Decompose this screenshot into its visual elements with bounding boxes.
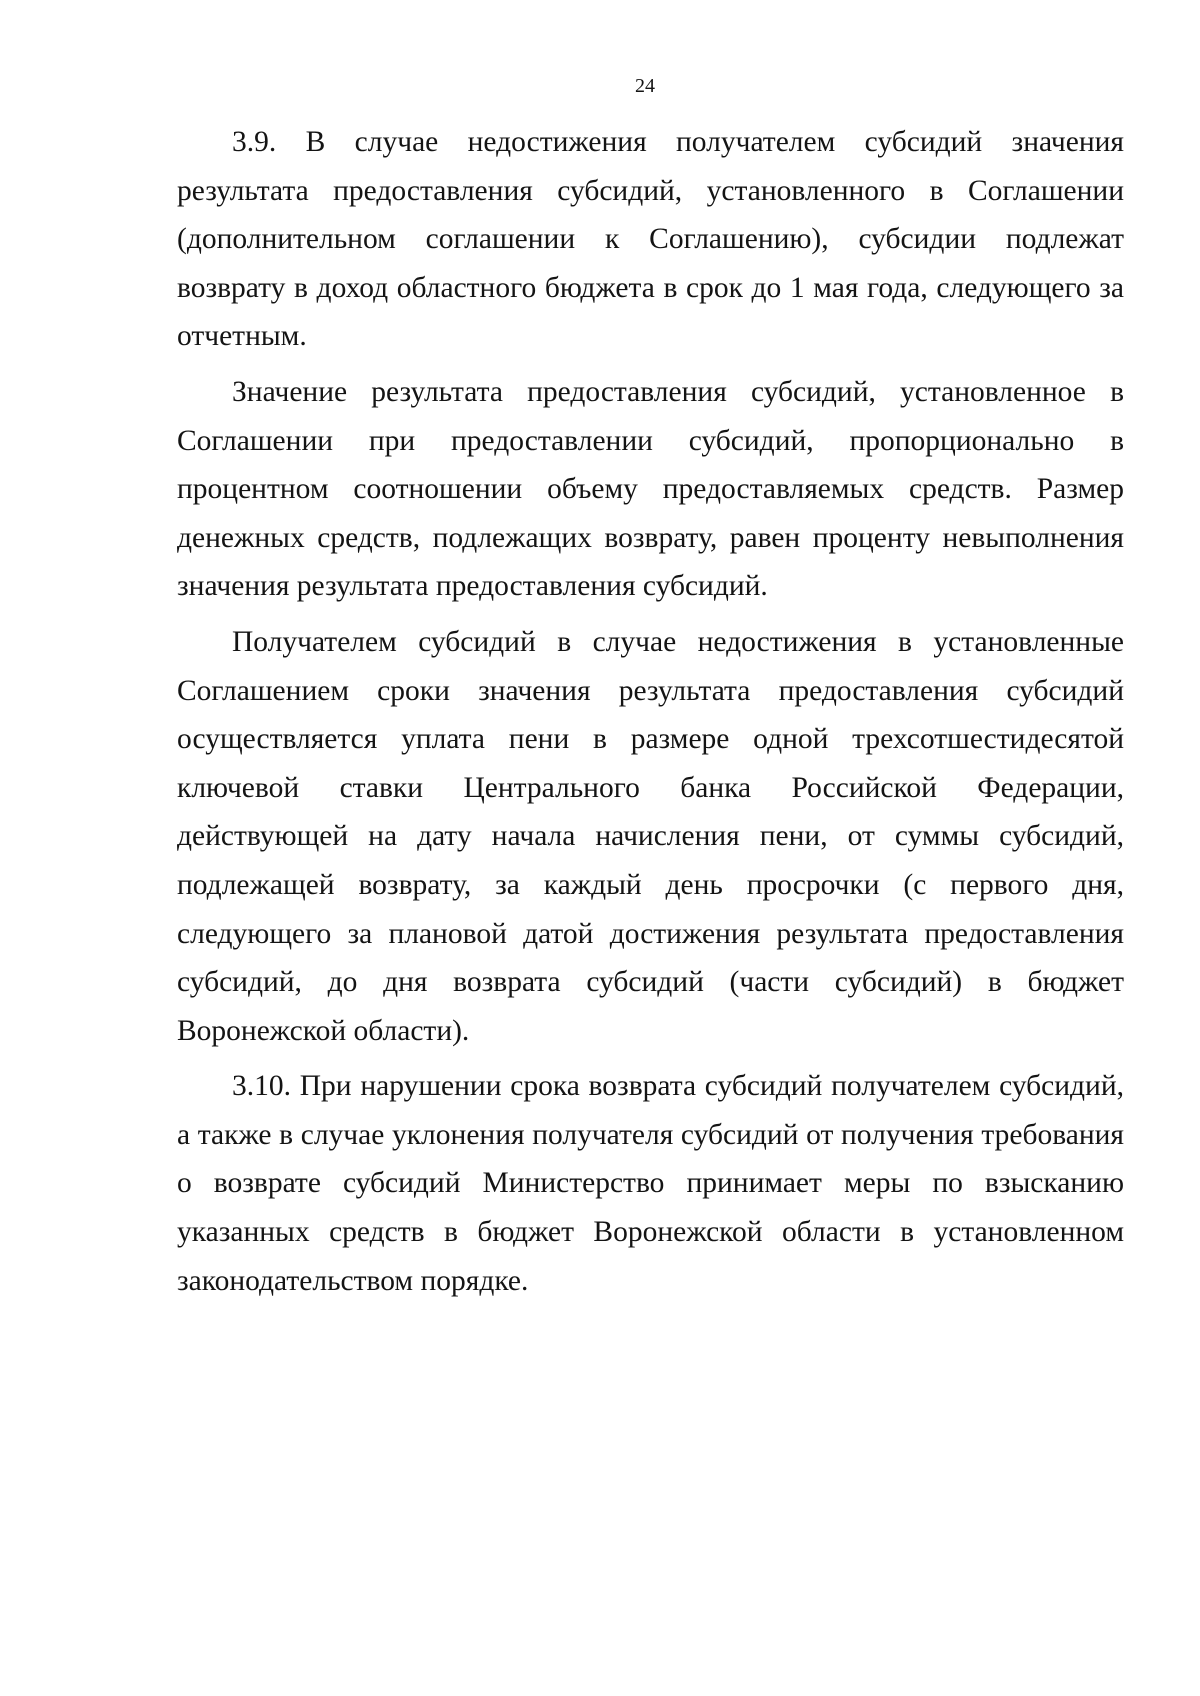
paragraph-3-10: 3.10. При нарушении срока возврата субсидий получателем субсидий, а также в случае уклонения получателя субсидий от получения требования о возврате субсидий Министерство принимает меры по взысканию указанных средств в бюджет Воронежской области в установленном законодательством порядке. <box>177 1070 1124 1297</box>
paragraph-3-9: 3.9. В случае недостижения получателем субсидий значения результата предоставления субсидий, установленного в Соглашении (дополнительном соглашении к Соглашению), субсидии подлежат возврату в доход областного бюджета в срок до 1 мая года, следующего за отчетным. <box>177 126 1124 353</box>
document-body <box>177 118 1124 1312</box>
paragraph-penalty: Получателем субсидий в случае недостижения в установленные Соглашением сроки значения результата предоставления субсидий осуществляется уплата пени в размере одной трехсотшестидесятой ключевой ставки Центрального банка Российской Федерации, действующей на дату начала начисления пени, от суммы субсидий, подлежащей возврату, за каждый день просрочки (с первого дня, следующего за плановой датой достижения результата предоставления субсидий, до дня возврата субсидий (части субсидий) в бюджет Воронежской области). <box>177 625 1124 1047</box>
page-number: 24 <box>635 75 655 97</box>
paragraph-result-value: Значение результата предоставления субсидий, установленное в Соглашении при предоставлении субсидий, пропорционально в процентном соотношении объему предоставляемых средств. Размер денежных средств, подлежащих возврату, равен проценту невыполнения значения результата предоставления субсидий. <box>177 375 1124 603</box>
